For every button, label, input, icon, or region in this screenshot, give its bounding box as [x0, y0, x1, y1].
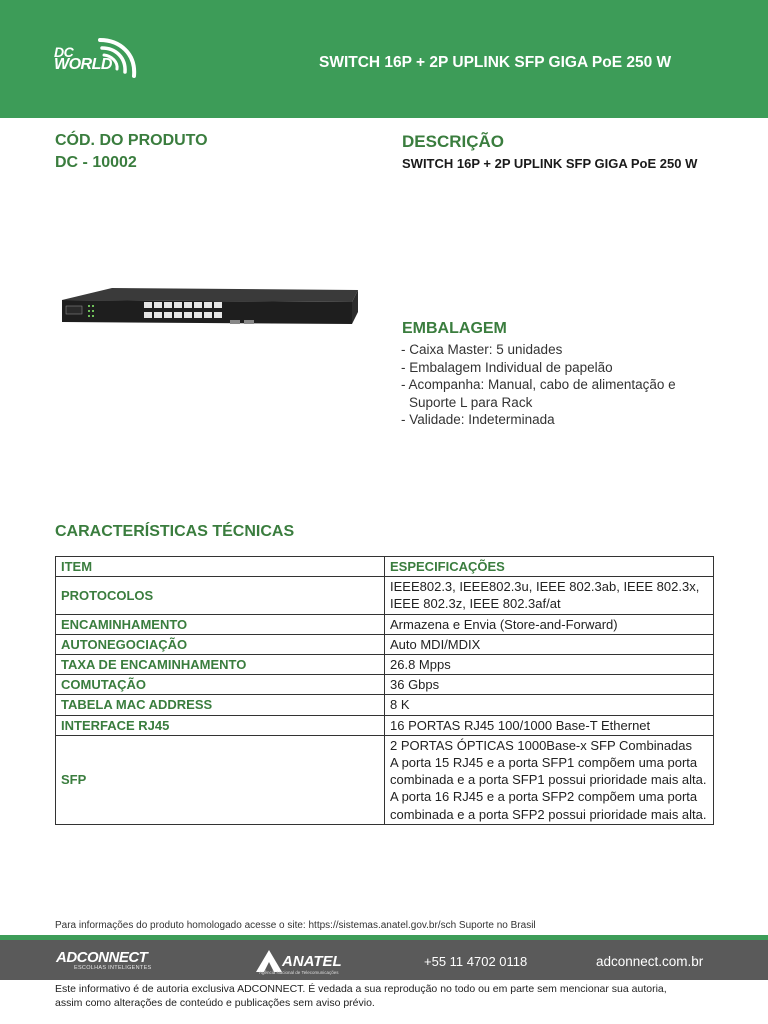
row-item: ENCAMINHAMENTO	[56, 614, 385, 634]
product-code-label: CÓD. DO PRODUTO	[55, 132, 208, 149]
header-item: ITEM	[56, 557, 385, 577]
packaging-list	[401, 341, 701, 429]
row-item: PROTOCOLOS	[56, 577, 385, 614]
sfp-spec-line: A porta 15 RJ45 e a porta SFP1 compõem uma porta combinada e a porta SFP1 possui prioridade mais alta.	[390, 755, 707, 788]
dc-world-logo	[54, 36, 144, 82]
table-row	[56, 577, 714, 614]
specs-table	[55, 556, 714, 825]
tech-specs-label: CARACTERÍSTICAS TÉCNICAS	[55, 523, 295, 540]
logo-line1: DC	[54, 44, 74, 60]
row-spec: Armazena e Envia (Store-and-Forward)	[385, 614, 714, 634]
table-row	[56, 675, 714, 695]
row-item: TAXA DE ENCAMINHAMENTO	[56, 655, 385, 675]
row-spec: Auto MDI/MDIX	[385, 634, 714, 654]
row-spec: 8 K	[385, 695, 714, 715]
table-header-row	[56, 557, 714, 577]
table-row	[56, 695, 714, 715]
anatel-subtitle: Agência Nacional de Telecomunicações	[259, 970, 339, 975]
row-spec: IEEE802.3, IEEE802.3u, IEEE 802.3ab, IEEE 802.3x, IEEE 802.3z, IEEE 802.3af/at	[385, 577, 714, 614]
table-row	[56, 655, 714, 675]
description-label: DESCRIÇÃO	[402, 132, 505, 151]
row-spec: 26.8 Mpps	[385, 655, 714, 675]
header-band	[0, 0, 768, 118]
table-row	[56, 614, 714, 634]
packaging-item: - Caixa Master: 5 unidades	[401, 342, 563, 357]
logo-swoosh-icon	[94, 36, 142, 82]
header-title: SWITCH 16P + 2P UPLINK SFP GIGA PoE 250 W	[319, 54, 672, 71]
disclaimer-text: Este informativo é de autoria exclusiva ADCONNECT. É vedada a sua reprodução no todo ou em parte sem mencionar sua autoria, assim como alterações de conteúdo e publicações sem aviso prévio.	[55, 983, 667, 1009]
packaging-item: - Acompanha: Manual, cabo de alimentação e Suporte L para Rack	[401, 377, 676, 410]
switch-product-image	[52, 258, 364, 356]
adconnect-tagline: ESCOLHAS INTELIGENTES	[74, 965, 152, 971]
header-spec: ESPECIFICAÇÕES	[385, 557, 714, 577]
logo-line2: WORLD	[54, 56, 112, 73]
packaging-item: - Embalagem Individual de papelão	[401, 359, 613, 375]
phone-number: +55 11 4702 0118	[424, 954, 528, 969]
row-spec: 16 PORTAS RJ45 100/1000 Base-T Ethernet	[385, 715, 714, 735]
table-row	[56, 715, 714, 735]
homologation-note: Para informações do produto homologado acesse o site: https://sistemas.anatel.gov.br/sch Suporte no Brasil	[55, 920, 536, 931]
row-spec: 36 Gbps	[385, 675, 714, 695]
row-spec-sfp	[385, 735, 714, 824]
row-item: TABELA MAC ADDRESS	[56, 695, 385, 715]
table-row	[56, 634, 714, 654]
anatel-name: ANATEL	[282, 953, 342, 970]
product-code-value: DC - 10002	[55, 154, 137, 171]
table-row	[56, 735, 714, 824]
description-value: SWITCH 16P + 2P UPLINK SFP GIGA PoE 250 W	[402, 156, 698, 171]
row-item: COMUTAÇÃO	[56, 675, 385, 695]
row-item: AUTONEGOCIAÇÃO	[56, 634, 385, 654]
sfp-spec-line: A porta 16 RJ45 e a porta SFP2 compõem uma porta combinada e a porta SFP2 possui prioridade mais alta.	[390, 789, 707, 822]
row-item: SFP	[56, 735, 385, 824]
website-link[interactable]: adconnect.com.br	[596, 954, 704, 969]
packaging-label: EMBALAGEM	[402, 320, 507, 337]
row-item: INTERFACE RJ45	[56, 715, 385, 735]
packaging-item: - Validade: Indeterminada	[401, 412, 555, 428]
adconnect-logo: ADCONNECT	[56, 949, 148, 966]
sfp-spec-line: 2 PORTAS ÓPTICAS 1000Base-x SFP Combinadas	[390, 737, 693, 753]
